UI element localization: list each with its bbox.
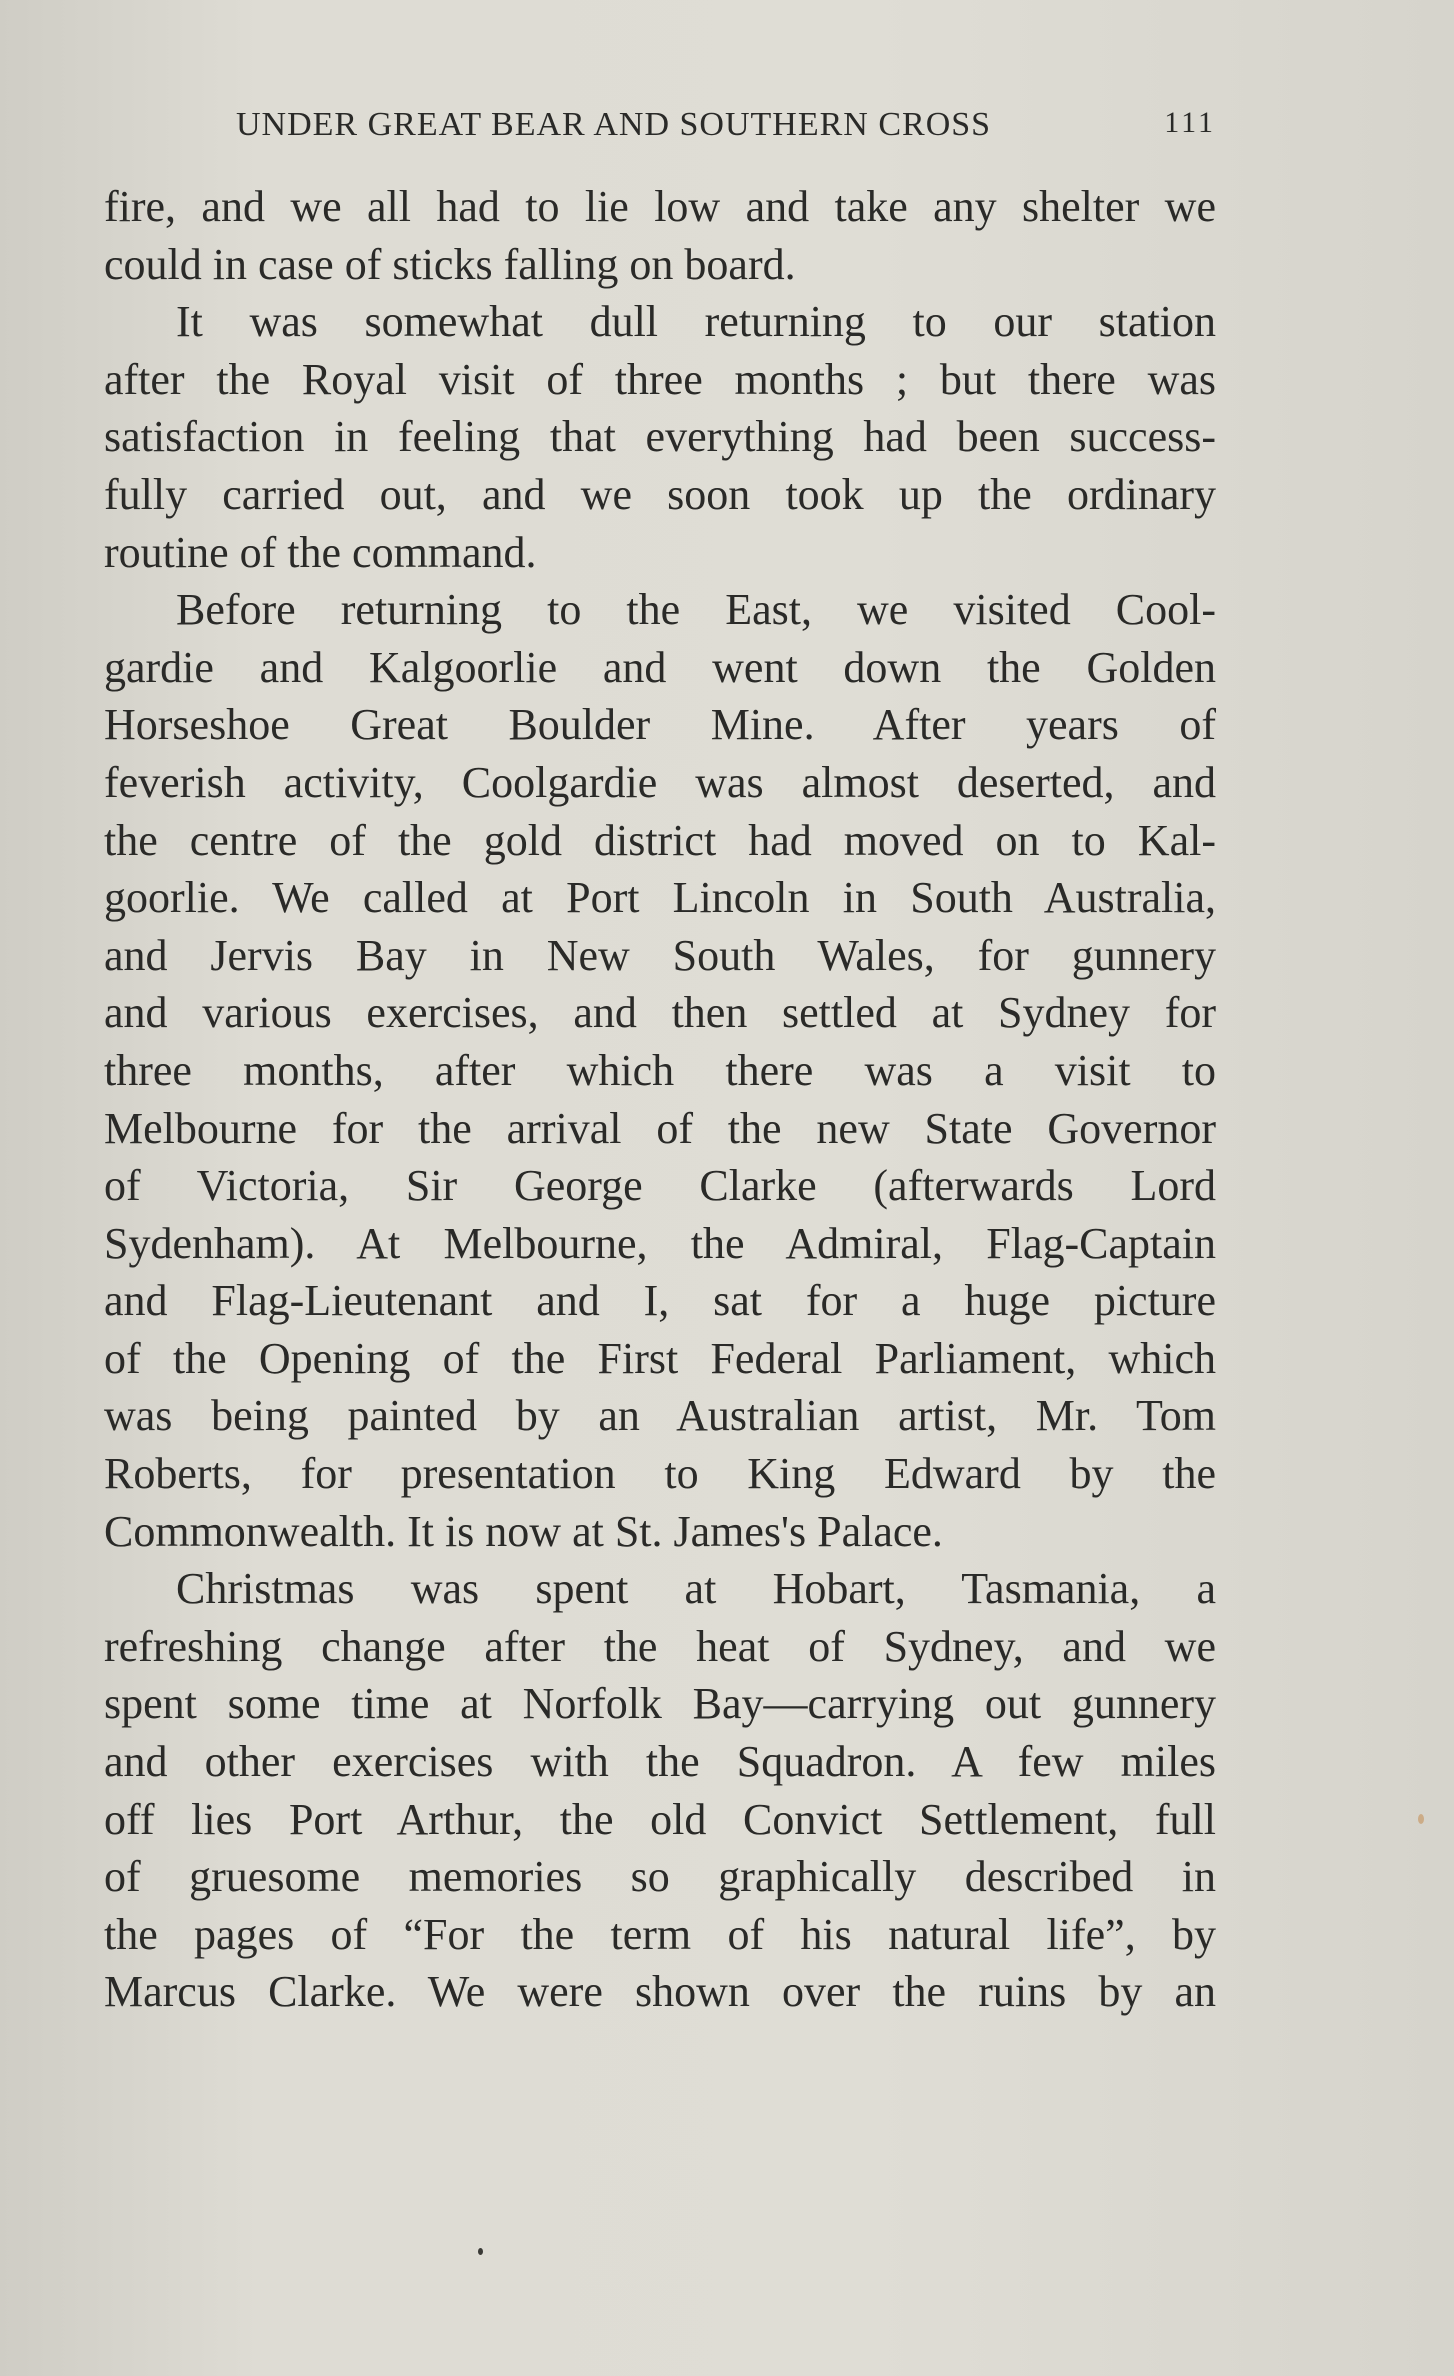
- text-line: the pages of “For the term of his natural life”, by: [104, 1909, 1216, 1959]
- text-line: and Jervis Bay in New South Wales, for gunnery: [104, 930, 1216, 980]
- text-line: It was somewhat dull returning to our station: [176, 297, 1216, 347]
- text-line: could in case of sticks falling on board.: [104, 239, 796, 289]
- text-line: refreshing change after the heat of Sydney, and we: [104, 1621, 1216, 1671]
- text-line: Melbourne for the arrival of the new State Governor: [104, 1103, 1216, 1153]
- running-head-title: UNDER GREAT BEAR AND SOUTHERN CROSS: [236, 106, 992, 143]
- text-line: of the Opening of the First Federal Parliament, which: [104, 1333, 1216, 1383]
- text-line: goorlie. We called at Port Lincoln in South Australia,: [104, 873, 1216, 923]
- text-line: the centre of the gold district had moved on to Kal-: [104, 815, 1216, 865]
- text-line: fully carried out, and we soon took up the ordinary: [104, 469, 1216, 519]
- paper-stain: [1418, 1814, 1424, 1824]
- text-line: fire, and we all had to lie low and take any shelter we: [104, 182, 1216, 231]
- text-line: of gruesome memories so graphically described in: [104, 1852, 1216, 1902]
- text-line: Roberts, for presentation to King Edward by the: [104, 1449, 1216, 1499]
- text-line: after the Royal visit of three months ; but there was: [104, 354, 1216, 404]
- text-line: feverish activity, Coolgardie was almost deserted, and: [104, 757, 1216, 807]
- text-line: Horseshoe Great Boulder Mine. After years of: [104, 700, 1216, 750]
- text-line: gardie and Kalgoorlie and went down the Golden: [104, 642, 1216, 692]
- text-line: Marcus Clarke. We were shown over the ruins by an: [104, 1967, 1216, 2017]
- text-line: of Victoria, Sir George Clarke (afterwards Lord: [104, 1161, 1216, 1211]
- text-line: off lies Port Arthur, the old Convict Settlement, full: [104, 1794, 1216, 1844]
- text-line: routine of the command.: [104, 527, 537, 577]
- paper-speck: [478, 2248, 483, 2255]
- text-line: was being painted by an Australian artist, Mr. Tom: [104, 1391, 1216, 1441]
- running-head: [236, 106, 1216, 150]
- text-line: spent some time at Norfolk Bay—carrying out gunnery: [104, 1679, 1216, 1729]
- text-line: and Flag-Lieutenant and I, sat for a huge picture: [104, 1276, 1216, 1326]
- text-line: satisfaction in feeling that everything had been success-: [104, 412, 1216, 462]
- text-line: three months, after which there was a visit to: [104, 1045, 1216, 1095]
- page-number: 111: [1164, 106, 1216, 139]
- text-line: Christmas was spent at Hobart, Tasmania, a: [176, 1564, 1216, 1614]
- text-line: and various exercises, and then settled at Sydney for: [104, 988, 1216, 1038]
- text-line: Sydenham). At Melbourne, the Admiral, Flag-Captain: [104, 1218, 1216, 1268]
- text-line: and other exercises with the Squadron. A few miles: [104, 1737, 1216, 1787]
- body-text: [104, 178, 1216, 2021]
- text-line: Before returning to the East, we visited Cool-: [176, 585, 1216, 635]
- text-line: Commonwealth. It is now at St. James's Palace.: [104, 1506, 943, 1556]
